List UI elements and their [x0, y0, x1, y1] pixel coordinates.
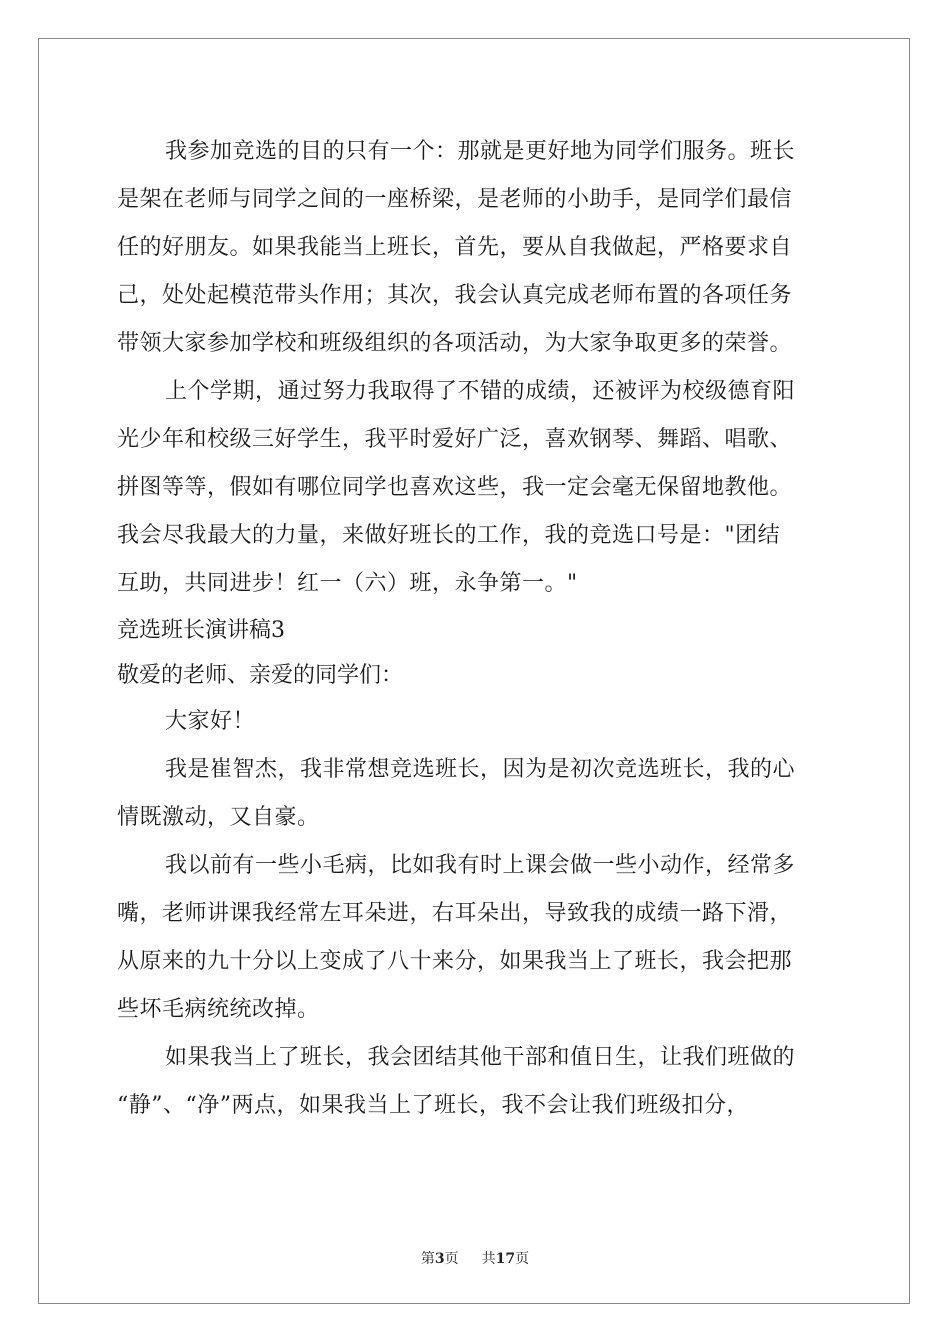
- paragraph-line: 我参加竞选的目的只有一个：那就是更好地为同学们服务。班长: [165, 139, 796, 164]
- paragraph-line: 我是崔智杰，我非常想竞选班长，因为是初次竞选班长，我的心: [165, 757, 796, 782]
- paragraph-line: 些坏毛病统统改掉。: [117, 997, 320, 1022]
- greeting-line: 大家好！: [165, 709, 256, 734]
- paragraph-line: 我会尽我最大的力量，来做好班长的工作，我的竞选口号是："团结: [117, 523, 781, 548]
- page-current: 3: [434, 1251, 445, 1267]
- paragraph-line: 互助，共同进步！红一（六）班，永争第一。": [117, 571, 578, 596]
- paragraph-line: “静”、“净”两点，如果我当上了班长，我不会让我们班级扣分，: [117, 1093, 749, 1118]
- paragraph-line: 我以前有一些小毛病，比如我有时上课会做一些小动作，经常多: [165, 853, 796, 878]
- paragraph-line: 带领大家参加学校和班级组织的各项活动，为大家争取更多的荣誉。: [117, 331, 793, 356]
- paragraph-line: 从原来的九十分以上变成了八十来分，如果我当上了班长，我会把那: [117, 949, 793, 974]
- paragraph-line: 上个学期，通过努力我取得了不错的成绩，还被评为校级德育阳: [165, 379, 796, 404]
- section-title: 竞选班长演讲稿3: [117, 618, 285, 643]
- document-body: [117, 128, 837, 1130]
- paragraph-line: 己，处处起模范带头作用；其次，我会认真完成老师布置的各项任务: [117, 283, 793, 308]
- paragraph-line: 情既激动，又自豪。: [117, 805, 320, 830]
- page-footer: [0, 1248, 950, 1268]
- paragraph-line: 任的好朋友。如果我能当上班长，首先，要从自我做起，严格要求自: [117, 235, 793, 260]
- page-total: 17: [495, 1251, 516, 1267]
- paragraph-line: 是架在老师与同学之间的一座桥梁，是老师的小助手，是同学们最信: [117, 187, 793, 212]
- paragraph-line: 嘴，老师讲课我经常左耳朵进，右耳朵出，导致我的成绩一路下滑，: [117, 901, 793, 926]
- page-label: 第: [420, 1251, 435, 1267]
- total-label: 共: [481, 1251, 496, 1267]
- paragraph-line: 如果我当上了班长，我会团结其他干部和值日生，让我们班做的: [165, 1045, 796, 1070]
- paragraph-line: 拼图等等，假如有哪位同学也喜欢这些，我一定会毫无保留地教他。: [117, 475, 793, 500]
- salutation: 敬爱的老师、亲爱的同学们：: [117, 663, 404, 688]
- paragraph-line: 光少年和校级三好学生，我平时爱好广泛，喜欢钢琴、舞蹈、唱歌、: [117, 427, 793, 452]
- total-suffix: 页: [515, 1251, 530, 1267]
- page-suffix: 页: [444, 1251, 459, 1267]
